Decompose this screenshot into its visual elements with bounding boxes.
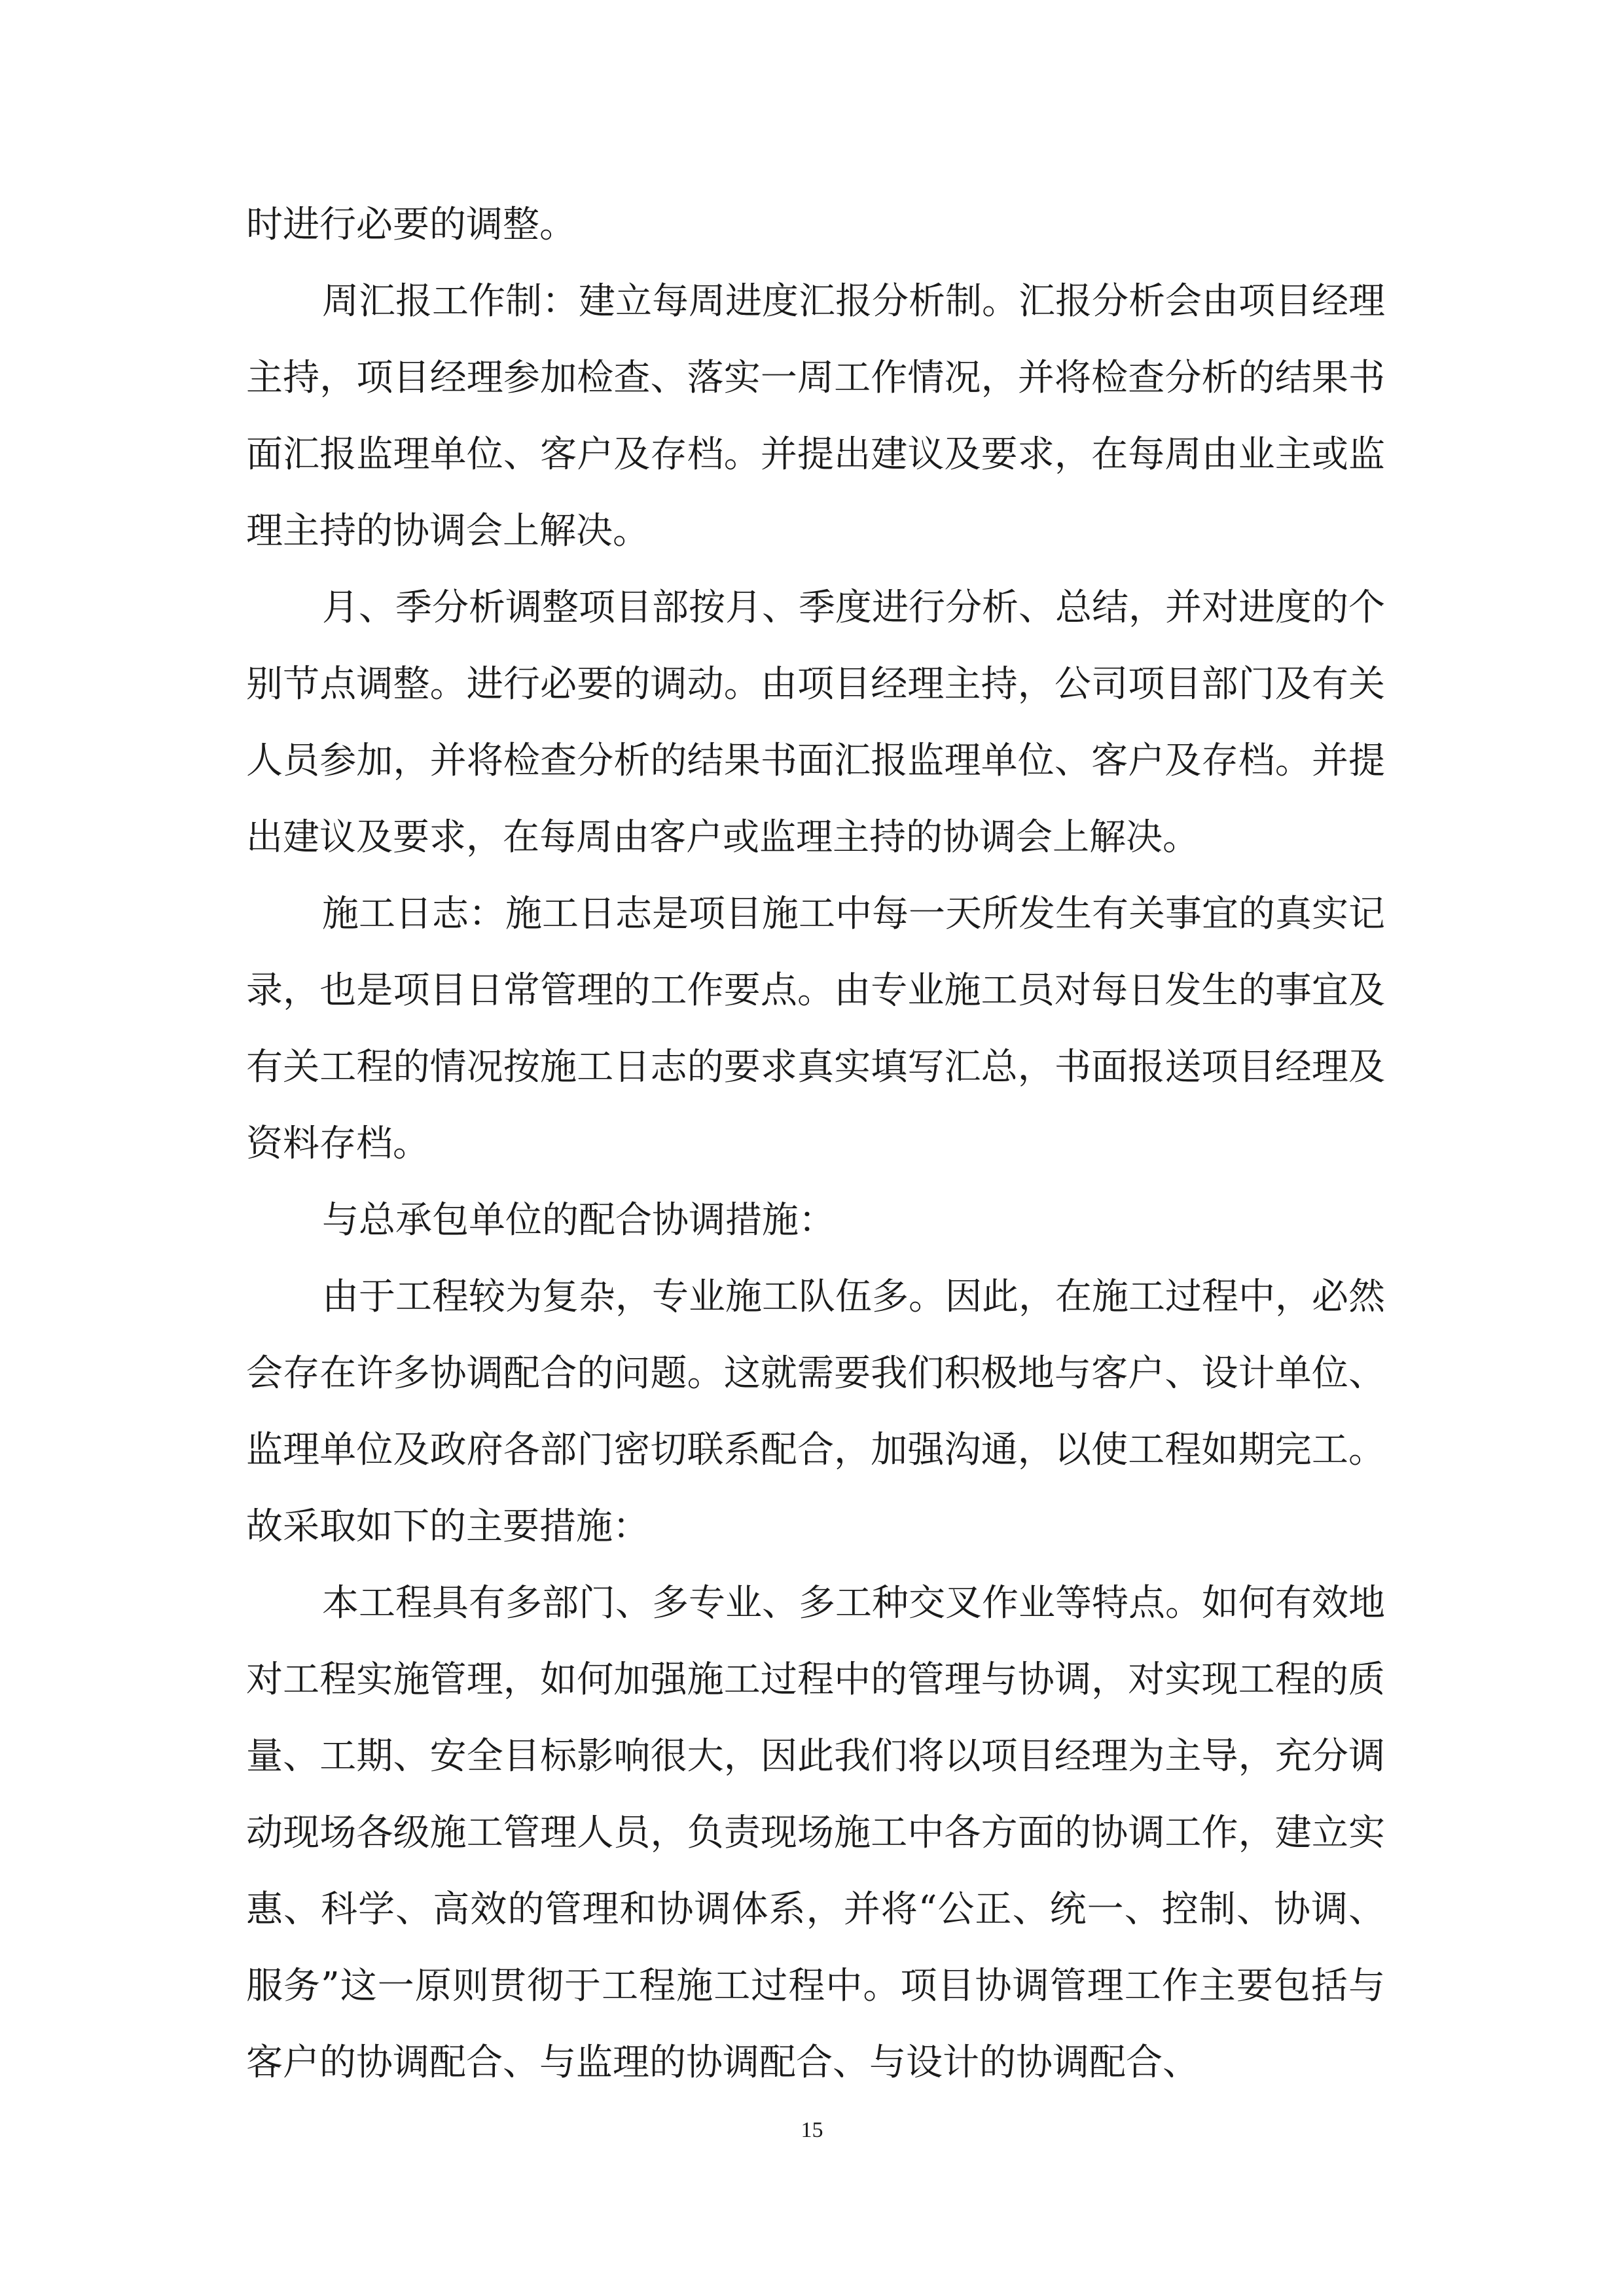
page-number: 15 (801, 2118, 823, 2142)
paragraph-monthly-quarterly-analysis: 月、季分析调整项目部按月、季度进行分析、总结，并对进度的个别节点调整。进行必要的调动。由项目经理主持，公司项目部门及有关人员参加，并将检查分析的结果书面汇报监理单位、客户及存档。并提出建议及要求，在每周由客户或监理主持的协调会上解决。 (246, 586, 1385, 859)
paragraph-continuation: 时进行必要的调整。 (246, 204, 576, 246)
paragraph-coordination-management: 本工程具有多部门、多专业、多工种交叉作业等特点。如何有效地对工程实施管理，如何加强施工过程中的管理与协调，对实现工程的质量、工期、安全目标影响很大，因此我们将以项目经理为主导，充分调动现场各级施工管理人员，负责现场施工中各方面的协调工作，建立实惠、科学、高效的管理和协调体系，并将“公正、统一、控制、协调、服务”这一原则贯彻于工程施工过程中。项目协调管理工作主要包括与客户的协调配合、与监理的协调配合、与设计的协调配合、 (246, 1582, 1385, 2084)
paragraph-coordination-intro: 由于工程较为复杂，专业施工队伍多。因此，在施工过程中，必然会存在许多协调配合的问题。这就需要我们积极地与客户、设计单位、监理单位及政府各部门密切联系配合，加强沟通，以使工程如期完工。故采取如下的主要措施： (246, 1276, 1385, 1548)
paragraph-coordination-heading: 与总承包单位的配合协调措施： (322, 1199, 835, 1242)
body-text (246, 187, 1385, 2101)
paragraph-construction-log: 施工日志：施工日志是项目施工中每一天所发生有关事宜的真实记录，也是项目日常管理的工作要点。由专业施工员对每日发生的事宜及有关工程的情况按施工日志的要求真实填写汇总，书面报送项目经理及资料存档。 (246, 893, 1385, 1165)
paragraph-weekly-report: 周汇报工作制：建立每周进度汇报分析制。汇报分析会由项目经理主持，项目经理参加检查、落实一周工作情况，并将检查分析的结果书面汇报监理单位、客户及存档。并提出建议及要求，在每周由业主或监理主持的协调会上解决。 (246, 280, 1385, 552)
